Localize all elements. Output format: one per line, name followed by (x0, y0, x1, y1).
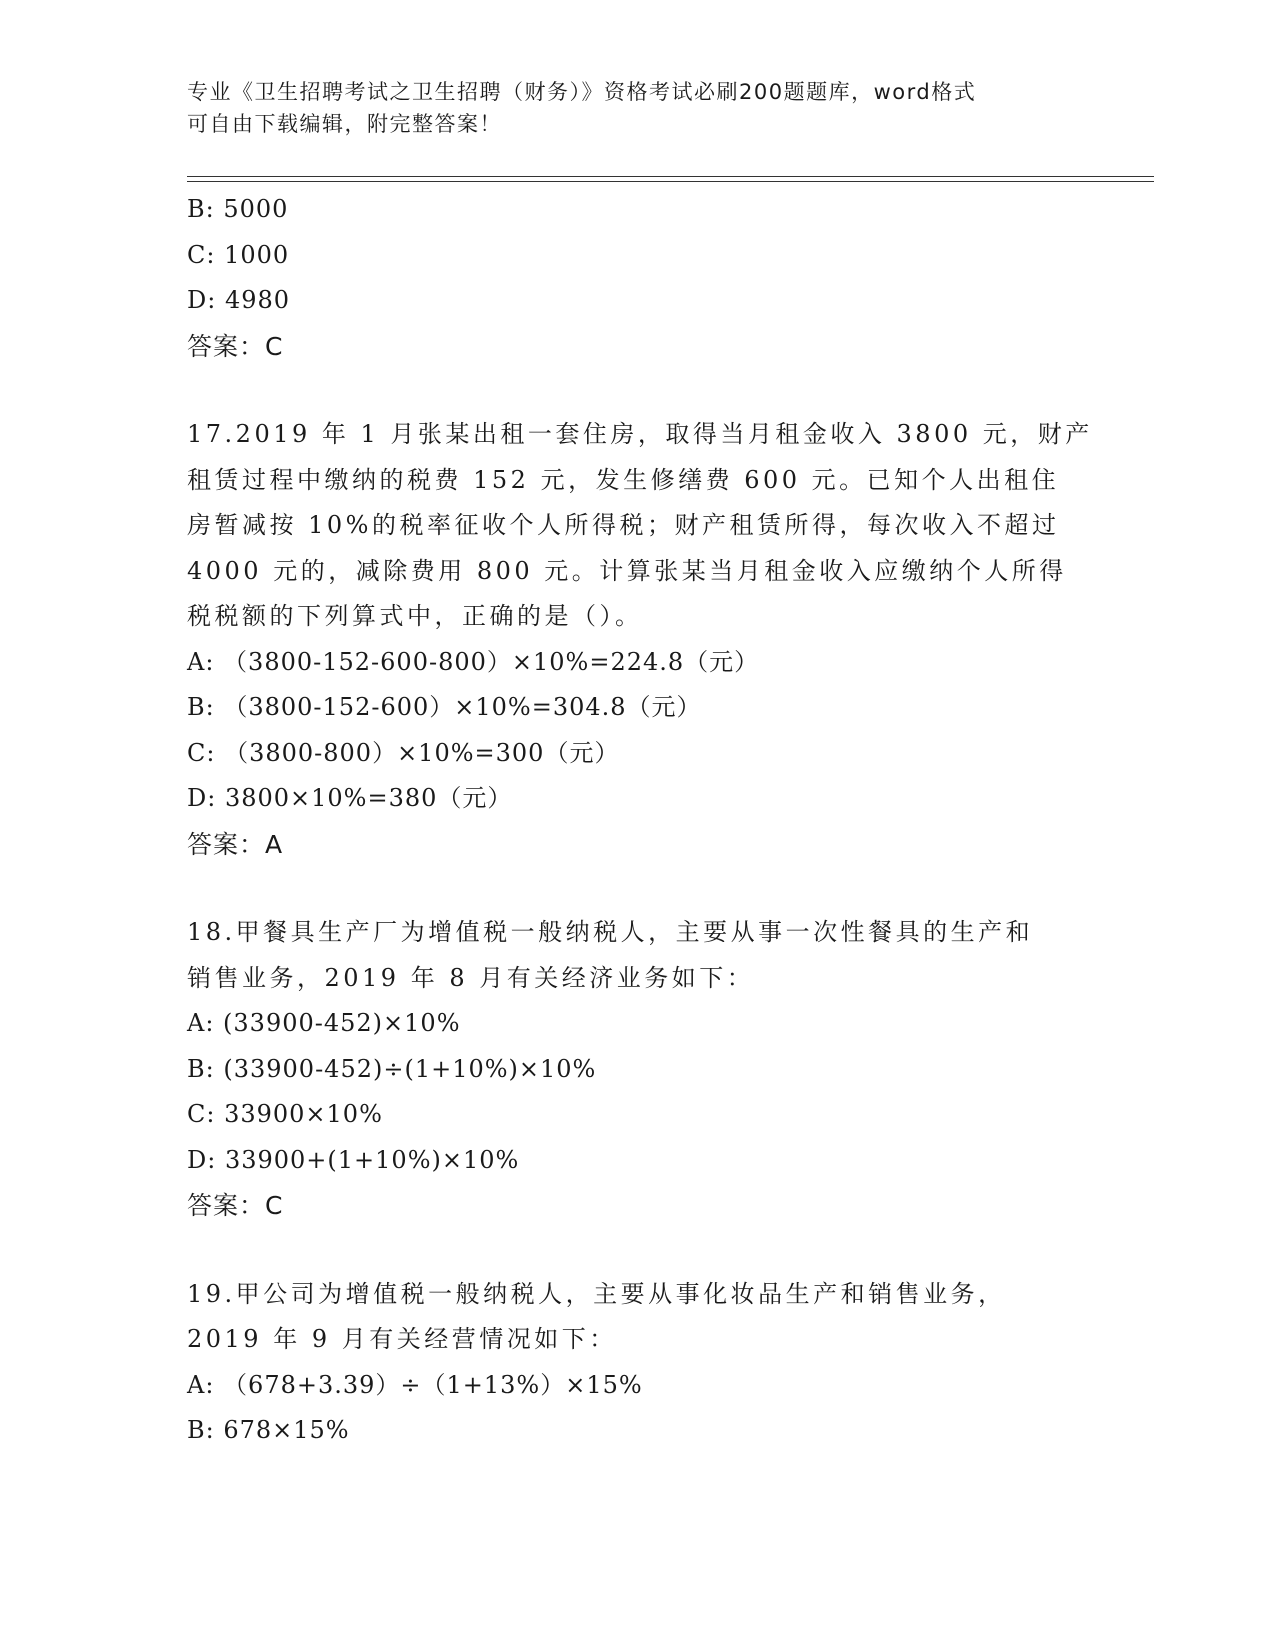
question-17 (187, 412, 1093, 867)
question-stem-line: 17.2019 年 1 月张某出租一套住房，取得当月租金收入 3800 元，财产 (187, 420, 1093, 448)
question-19 (187, 1272, 1087, 1454)
option-c: C: 1000 (187, 240, 290, 269)
question-stem-line: 4000 元的，减除费用 800 元。计算张某当月租金收入应缴纳个人所得 (187, 556, 1067, 585)
option-a: A: （678+3.39）÷（1+13%）×15% (187, 1370, 643, 1399)
option-b: B: 5000 (187, 195, 289, 223)
option-b: B: （3800-152-600）×10%=304.8（元） (187, 693, 702, 721)
header-title-line-1: 专业《卫生招聘考试之卫生招聘（财务）》资格考试必刷200题题库，word格式 (187, 80, 977, 104)
answer-line: 答案：A (187, 829, 284, 859)
question-stem-line: 房暂减按 10%的税率征收个人所得税；财产租赁所得，每次收入不超过 (187, 511, 1060, 539)
option-c: C: 33900×10% (187, 1100, 383, 1128)
answer-line: 答案：C (187, 1191, 284, 1220)
question-stem-line: 税税额的下列算式中，正确的是（）。 (187, 602, 643, 630)
question-content (187, 187, 1093, 1454)
question-stem-line: 销售业务，2019 年 8 月有关经济业务如下： (187, 963, 755, 992)
option-d: D: 3800×10%=380（元） (187, 784, 513, 812)
question-stem-line: 19.甲公司为增值税一般纳税人，主要从事化妆品生产和销售业务， (187, 1279, 1006, 1308)
question-stem-line: 18.甲餐具生产厂为增值税一般纳税人，主要从事一次性餐具的生产和 (187, 918, 1034, 946)
answer-line: 答案：C (187, 331, 284, 361)
header-title-line-2: 可自由下载编辑，附完整答案！ (187, 112, 502, 136)
page-header (187, 76, 1067, 140)
question-16-tail (187, 187, 1087, 369)
option-b: B: (33900-452)÷(1+10%)×10% (187, 1054, 597, 1083)
option-c: C: （3800-800）×10%=300（元） (187, 738, 620, 767)
option-a: A: （3800-152-600-800）×10%=224.8（元） (187, 647, 760, 676)
header-divider (187, 176, 1154, 182)
option-d: D: 33900+(1+10%)×10% (187, 1145, 520, 1174)
option-a: A: (33900-452)×10% (187, 1009, 461, 1037)
question-18 (187, 910, 1087, 1229)
option-b: B: 678×15% (187, 1416, 350, 1444)
question-stem-line: 租赁过程中缴纳的税费 152 元，发生修缮费 600 元。已知个人出租住 (187, 465, 1060, 494)
question-stem-line: 2019 年 9 月有关经营情况如下： (187, 1325, 617, 1353)
option-d: D: 4980 (187, 286, 291, 314)
